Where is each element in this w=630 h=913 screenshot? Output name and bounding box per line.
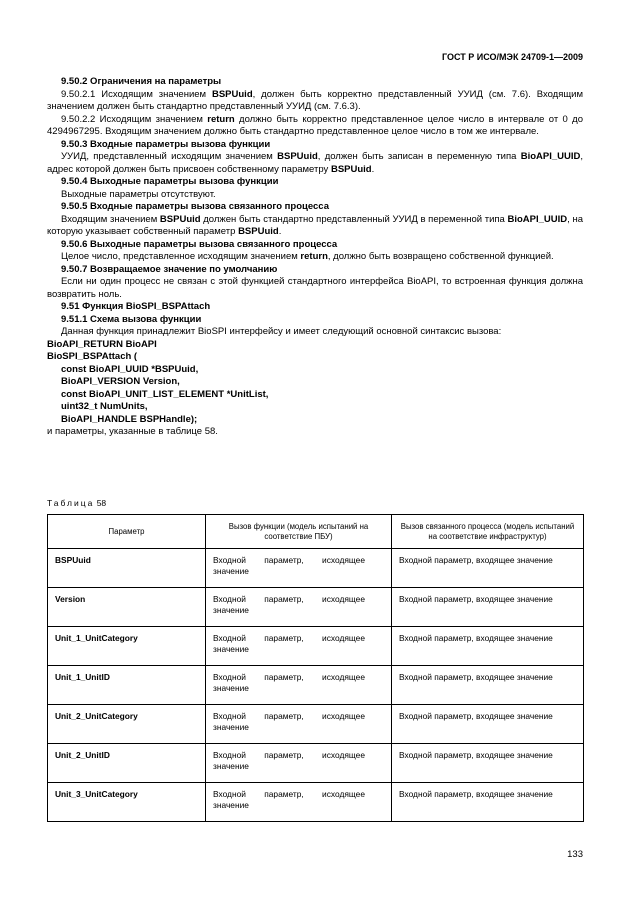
section-heading-9-50-5: 9.50.5 Входные параметры вызова связанного процесса	[61, 201, 329, 212]
function-call-cell: Входной параметр, исходящее значение	[206, 666, 392, 705]
section-heading-9-50-3: 9.50.3 Входные параметры вызова функции	[61, 138, 271, 150]
param-cell: Unit_1_UnitID	[48, 666, 206, 705]
section-heading-9-50-2: 9.50.2 Ограничения на параметры	[61, 76, 222, 87]
table-row	[48, 588, 584, 627]
column-header-linked-process-call: Вызов связанного процесса (модель испытаний на соответствие инфраструктур)	[392, 515, 584, 549]
paragraph-9-50-6-body: Целое число, представленное исходящим значением return, должно быть возвращено собственной функцией.	[61, 251, 554, 262]
paragraph-9-50-2-2: 9.50.2.2 Исходящим значением return должно быть корректно представленное целое число в интервале от 0 до 4294967295. Входящим значением должно быть стандартно представленное целое число в том же интервале.	[47, 113, 583, 137]
linked-process-cell: Входной параметр, входящее значение	[392, 783, 584, 822]
code-line: const BioAPI_UNIT_LIST_ELEMENT *UnitList,	[61, 388, 269, 400]
section-heading-9-51-1: 9.51.1 Схема вызова функции	[61, 313, 202, 325]
function-call-cell: Входной параметр, исходящее значение	[206, 588, 392, 627]
paragraph-9-50-3-body: УУИД, представленный исходящим значением BSPUuid, должен быть записан в переменную типа BioAPI_UUID, адрес которой должен быть присвоен собственному параметру BSPUuid.	[47, 151, 583, 175]
section-heading-9-50-6: 9.50.6 Выходные параметры вызова связанного процесса	[61, 238, 338, 250]
code-line: BioSPI_BSPAttach (	[47, 351, 138, 362]
table-header-row	[48, 515, 584, 549]
page-number: 133	[567, 849, 583, 860]
standard-number: ГОСТ Р ИСО/МЭК 24709-1—2009	[442, 52, 583, 62]
table-caption	[47, 497, 583, 510]
linked-process-cell: Входной параметр, входящее значение	[392, 705, 584, 744]
linked-process-cell: Входной параметр, входящее значение	[392, 549, 584, 588]
parameters-table	[47, 514, 584, 822]
document-header	[47, 52, 583, 62]
function-call-cell: Входной параметр, исходящее значение	[206, 783, 392, 822]
linked-process-cell: Входной параметр, входящее значение	[392, 627, 584, 666]
param-cell: Version	[48, 588, 206, 627]
linked-process-cell: Входной параметр, входящее значение	[392, 744, 584, 783]
code-line: const BioAPI_UUID *BSPUuid,	[61, 363, 199, 375]
paragraph-9-50-4-body: Выходные параметры отсутствуют.	[61, 188, 216, 200]
param-cell: Unit_2_UnitCategory	[48, 705, 206, 744]
section-heading-9-51: 9.51 Функция BioSPI_BSPAttach	[61, 301, 211, 312]
param-cell: Unit_1_UnitCategory	[48, 627, 206, 666]
section-heading-9-50-7: 9.50.7 Возвращаемое значение по умолчанию	[61, 263, 278, 275]
code-line: BioAPI_VERSION Version,	[61, 376, 180, 387]
table-caption-label: Таблица	[47, 497, 95, 508]
table-row	[48, 705, 584, 744]
table-row	[48, 783, 584, 822]
code-line: BioAPI_RETURN BioAPI	[47, 338, 157, 350]
code-line: uint32_t NumUnits,	[61, 401, 148, 412]
param-cell: Unit_2_UnitID	[48, 744, 206, 783]
code-line: BioAPI_HANDLE BSPHandle);	[61, 413, 198, 425]
column-header-param: Параметр	[48, 515, 206, 549]
section-heading-9-50-4: 9.50.4 Выходные параметры вызова функции	[61, 176, 279, 187]
paragraph-table-reference: и параметры, указанные в таблице 58.	[47, 426, 218, 437]
function-call-cell: Входной параметр, исходящее значение	[206, 705, 392, 744]
column-header-function-call: Вызов функции (модель испытаний на соответствие ПБУ)	[206, 515, 392, 549]
table-row	[48, 666, 584, 705]
function-call-cell: Входной параметр, исходящее значение	[206, 744, 392, 783]
linked-process-cell: Входной параметр, входящее значение	[392, 666, 584, 705]
linked-process-cell: Входной параметр, входящее значение	[392, 588, 584, 627]
param-cell: Unit_3_UnitCategory	[48, 783, 206, 822]
paragraph-9-50-2-1: 9.50.2.1 Исходящим значением BSPUuid, должен быть корректно представленный УУИД (см. 7.6). Входящим значением должен быть стандартно представленный УУИД (см. 7.6.3).	[47, 88, 584, 112]
function-call-cell: Входной параметр, исходящее значение	[206, 549, 392, 588]
table-row	[48, 549, 584, 588]
paragraph-9-51-1-intro: Данная функция принадлежит BioSPI интерфейсу и имеет следующий основной синтаксис вызова:	[61, 326, 502, 337]
document-body	[47, 76, 583, 822]
paragraph-9-50-5-body: Входящим значением BSPUuid должен быть стандартно представленный УУИД в переменной типа BioAPI_UUID, на которую указывает собственный параметр BSPUuid.	[47, 213, 583, 237]
function-call-cell: Входной параметр, исходящее значение	[206, 627, 392, 666]
paragraph-9-50-7-body: Если ни один процесс не связан с этой функцией стандартного интерфейса BioAPI, то встроенная функция должна возвратить ноль.	[47, 276, 583, 300]
param-cell: BSPUuid	[48, 549, 206, 588]
table-row	[48, 627, 584, 666]
table-row	[48, 744, 584, 783]
table-caption-number: 58	[96, 497, 107, 508]
